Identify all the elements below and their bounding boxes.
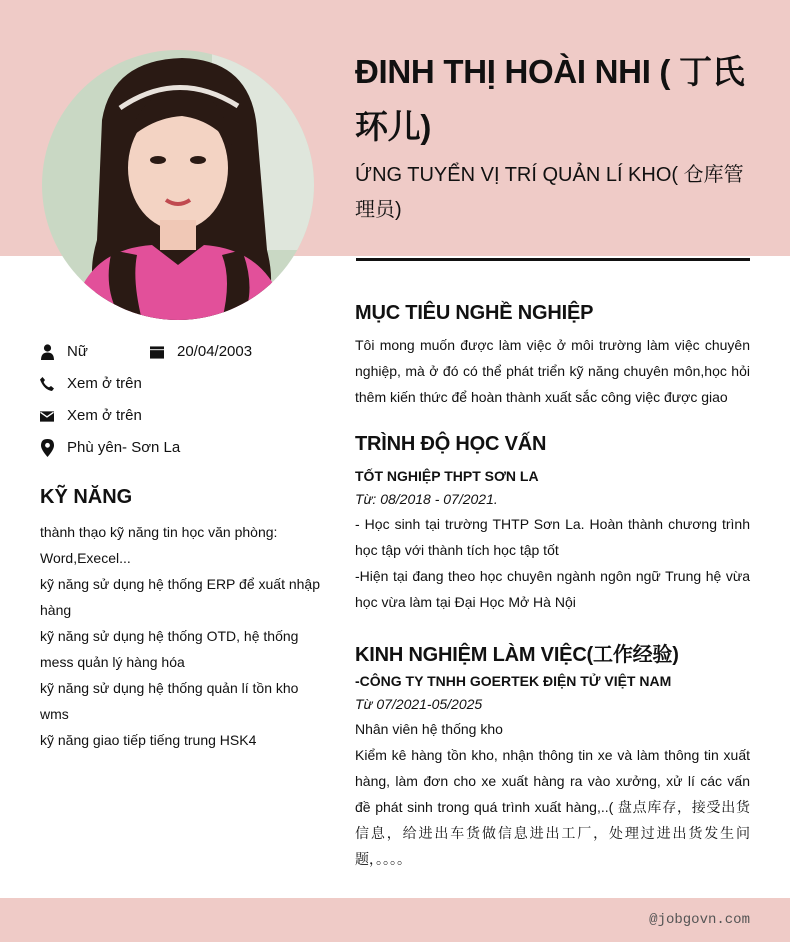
skill-item: kỹ năng sử dụng hệ thống ERP để xuất nhập hàng xyxy=(40,576,320,618)
watermark: @jobgovn.com xyxy=(649,912,750,928)
objective-text: Tôi mong muốn được làm việc ở môi trường làm việc chuyên nghiệp, mà ở đó có thể phát triển kỹ năng chuyên môn,học hỏi thêm kiến thức để hoàn thành xuất sắc công việc được giao xyxy=(355,337,750,405)
phone-icon xyxy=(40,376,54,392)
birthdate-value: 20/04/2003 xyxy=(177,343,253,360)
education-detail-1: - Học sinh tại trường THTP Sơn La. Hoàn thành chương trình học tập với thành tích học tập tốt xyxy=(355,516,750,558)
applied-position: ỨNG TUYỂN VỊ TRÍ QUẢN LÍ KHO( 仓库管理员) xyxy=(355,164,744,221)
phone-row xyxy=(40,374,142,394)
skills-title: KỸ NĂNG xyxy=(40,486,133,508)
skill-item: kỹ năng sử dụng hệ thống OTD, hệ thống mess quản lý hàng hóa xyxy=(40,628,299,670)
candidate-name: ĐINH THỊ HOÀI NHI ( 丁氏环儿) xyxy=(355,53,745,145)
gender-value: Nữ xyxy=(67,343,88,360)
skill-item: thành thạo kỹ năng tin học văn phòng: Word,Execel... xyxy=(40,524,278,566)
objective-title: MỤC TIÊU NGHỀ NGHIỆP xyxy=(355,302,594,324)
experience-period: Từ 07/2021-05/2025 xyxy=(355,696,483,712)
email-value[interactable]: Xem ở trên xyxy=(67,407,142,424)
profile-photo xyxy=(42,50,314,320)
skill-item: kỹ năng sử dụng hệ thống quản lí tồn kho wms xyxy=(40,680,299,722)
address-value: Phù yên- Sơn La xyxy=(67,439,181,456)
phone-value[interactable]: Xem ở trên xyxy=(67,375,142,392)
experience-title: KINH NGHIỆM LÀM VIỆC(工作经验) xyxy=(355,644,679,666)
address-row xyxy=(40,438,180,458)
calendar-icon xyxy=(150,344,164,360)
skill-item: kỹ năng giao tiếp tiếng trung HSK4 xyxy=(40,732,257,748)
experience-description: Kiểm kê hàng tồn kho, nhận thông tin xe và làm thông tin xuất hàng, làm đơn cho xe xuất hàng ra vào xưởng, xử lí các vấn đề phát sinh trong quá trình xuất hàng,..( 盘点库存，接受出货信息，给进出车货做信息进出工厂，处理过进出货发生问题，。。。。 xyxy=(355,747,750,867)
email-row xyxy=(40,406,142,426)
gender-row xyxy=(40,342,88,362)
experience-company: -CÔNG TY TNHH GOERTEK ĐIỆN TỬ VIỆT NAM xyxy=(355,673,672,689)
birthdate-row xyxy=(150,342,252,362)
experience-role: Nhân viên hệ thống kho xyxy=(355,721,503,737)
envelope-icon xyxy=(40,408,54,424)
header-divider xyxy=(356,258,750,261)
education-detail-2: -Hiện tại đang theo học chuyên ngành ngôn ngữ Trung hệ vừa học vừa làm tại Đại Học Mở Hà Nội xyxy=(355,568,750,610)
education-school: TỐT NGHIỆP THPT SƠN LA xyxy=(355,468,539,484)
education-title: TRÌNH ĐỘ HỌC VẤN xyxy=(355,433,547,455)
location-pin-icon xyxy=(40,440,54,456)
skills-list xyxy=(40,519,322,753)
education-period: Từ: 08/2018 - 07/2021. xyxy=(355,491,498,507)
person-icon xyxy=(40,344,54,360)
